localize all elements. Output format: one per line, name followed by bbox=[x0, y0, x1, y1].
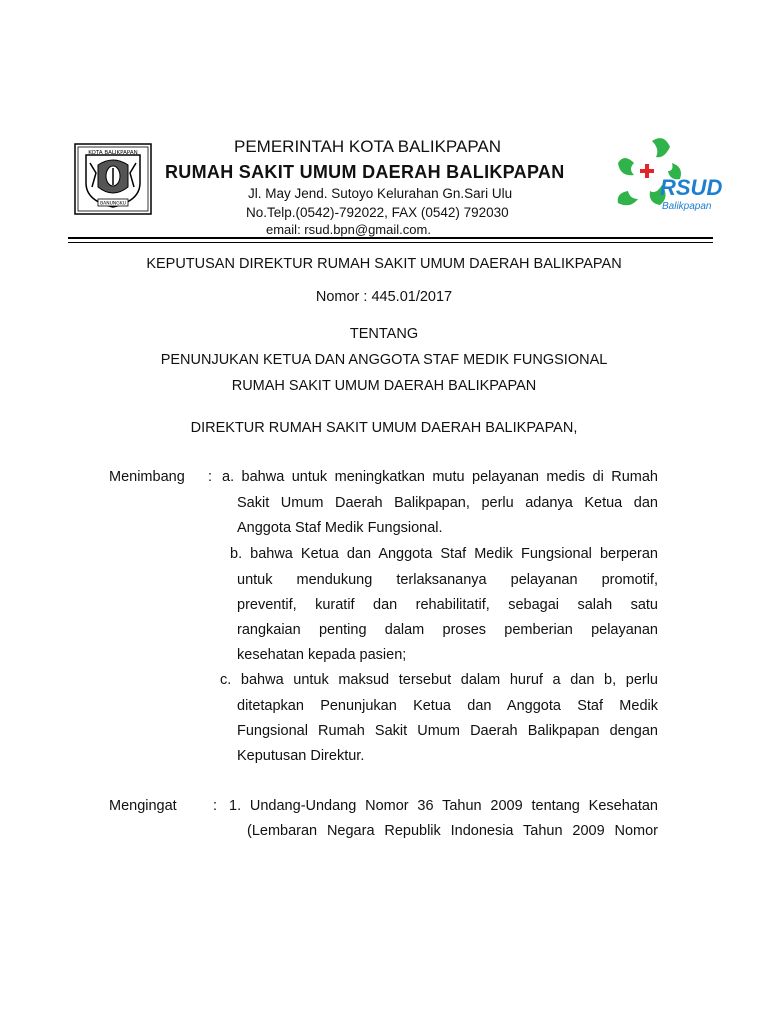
mengingat-item1-line1: 1. Undang-Undang Nomor 36 Tahun 2009 tentang Kesehatan bbox=[229, 798, 658, 814]
decree-subject-line1: PENUNJUKAN KETUA DAN ANGGOTA STAF MEDIK FUNGSIONAL bbox=[160, 352, 608, 368]
menimbang-b-line1: b. bahwa Ketua dan Anggota Staf Medik Fungsional berperan bbox=[230, 546, 658, 562]
decree-number: Nomor : 445.01/2017 bbox=[315, 289, 453, 305]
decree-title: KEPUTUSAN DIREKTUR RUMAH SAKIT UMUM DAERAH BALIKPAPAN bbox=[146, 256, 622, 272]
menimbang-c-line4: Keputusan Direktur. bbox=[237, 748, 365, 764]
menimbang-a-line1: a. bahwa untuk meningkatkan mutu pelayanan medis di Rumah bbox=[222, 469, 658, 485]
menimbang-label: Menimbang bbox=[109, 469, 185, 485]
menimbang-b-line2: untuk mendukung terlaksananya pelayanan promotif, bbox=[237, 572, 658, 588]
decree-director: DIREKTUR RUMAH SAKIT UMUM DAERAH BALIKPAPAN, bbox=[190, 420, 578, 436]
emblem-top-text: KOTA BALIKPAPAN bbox=[88, 150, 138, 156]
mengingat-label: Mengingat bbox=[109, 798, 177, 814]
mengingat-colon: : bbox=[213, 798, 218, 814]
letterhead-rule-thin bbox=[68, 242, 713, 243]
menimbang-c-line2: ditetapkan Penunjukan Ketua dan Anggota Staf Medik bbox=[237, 698, 658, 714]
email-line: email: rsud.bpn@gmail.com. bbox=[266, 222, 431, 237]
logo-text: RSUD bbox=[660, 175, 723, 200]
menimbang-b-line5: kesehatan kepada pasien; bbox=[237, 647, 407, 663]
logo-subtext: Balikpapan bbox=[662, 201, 712, 212]
letterhead-rule-thick bbox=[68, 237, 713, 239]
decree-subject-line2: RUMAH SAKIT UMUM DAERAH BALIKPAPAN bbox=[231, 378, 537, 394]
rsud-logo-icon bbox=[612, 133, 732, 217]
mengingat-item1-line2: (Lembaran Negara Republik Indonesia Tahun 2009 Nomor bbox=[247, 823, 658, 839]
decree-about: TENTANG bbox=[349, 326, 419, 342]
emblem-bottom-text: BANUNGKU bbox=[100, 201, 126, 207]
menimbang-c-line1: c. bahwa untuk maksud tersebut dalam huruf a dan b, perlu bbox=[220, 672, 658, 688]
menimbang-b-line3: preventif, kuratif dan rehabilitatif, sebagai salah satu bbox=[237, 597, 658, 613]
address-line: Jl. May Jend. Sutoyo Kelurahan Gn.Sari Ulu bbox=[248, 186, 513, 201]
government-name: PEMERINTAH KOTA BALIKPAPAN bbox=[234, 137, 502, 156]
phone-line: No.Telp.(0542)-792022, FAX (0542) 792030 bbox=[246, 205, 509, 220]
menimbang-a-line2: Sakit Umum Daerah Balikpapan, perlu adanya Ketua dan bbox=[237, 495, 658, 511]
hospital-name: RUMAH SAKIT UMUM DAERAH BALIKPAPAN bbox=[165, 162, 565, 182]
menimbang-colon: : bbox=[208, 469, 213, 485]
menimbang-b-line4: rangkaian penting dalam proses pemberian pelayanan bbox=[237, 622, 658, 638]
menimbang-a-line3: Anggota Staf Medik Fungsional. bbox=[237, 520, 443, 536]
menimbang-c-line3: Fungsional Rumah Sakit Umum Daerah Balikpapan dengan bbox=[237, 723, 658, 739]
city-emblem-icon bbox=[74, 143, 152, 215]
